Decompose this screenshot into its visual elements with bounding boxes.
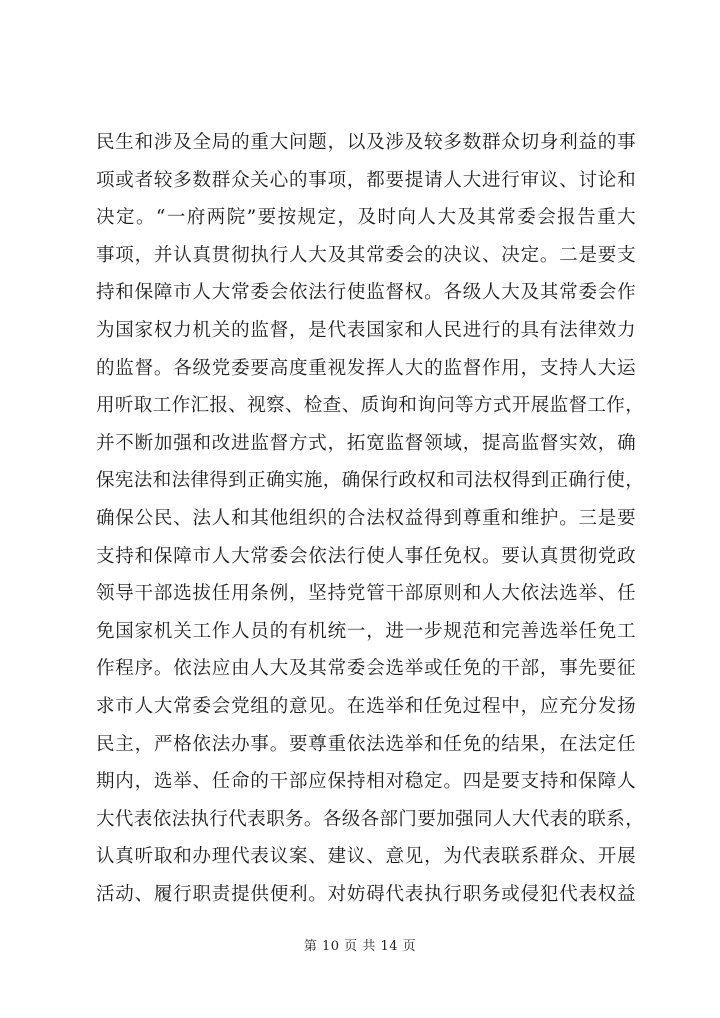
text-line: 项或者较多数群众关心的事项，都要提请人大进行审议、讨论和 (96, 169, 636, 191)
body-text (96, 124, 645, 913)
text-line: 民主，严格依法办事。要尊重依法选举和任免的结果，在法定任 (96, 733, 636, 755)
text-line: 支持和保障市人大常委会依法行使人事任免权。要认真贯彻党政 (96, 545, 636, 567)
text-line: 持和保障市人大常委会依法行使监督权。各级人大及其常委会作 (96, 282, 636, 304)
text-line: 免国家机关工作人员的有机统一，进一步规范和完善选举任免工 (96, 620, 636, 642)
text-line: 事项，并认真贯彻执行人大及其常委会的决议、决定。二是要支 (96, 244, 636, 266)
text-line: 确保公民、法人和其他组织的合法权益得到尊重和维护。三是要 (96, 507, 636, 529)
text-line: 为国家权力机关的监督，是代表国家和人民进行的具有法律效力 (96, 319, 636, 341)
text-line: 期内，选举、任命的干部应保持相对稳定。四是要支持和保障人 (96, 771, 636, 793)
text-line: 用听取工作汇报、视察、检查、质询和询问等方式开展监督工作， (96, 395, 645, 417)
text-line: 决定。“一府两院”要按规定，及时向人大及其常委会报告重大 (96, 207, 636, 229)
text-line: 作程序。依法应由人大及其常委会选举或任免的干部，事先要征 (96, 658, 636, 680)
text-line: 的监督。各级党委要高度重视发挥人大的监督作用，支持人大运 (96, 357, 636, 379)
text-line: 民生和涉及全局的重大问题，以及涉及较多数群众切身利益的事 (96, 132, 636, 153)
text-line: 大代表依法执行代表职务。各级各部门要加强同人大代表的联系， (96, 808, 645, 830)
text-line: 领导干部选拔任用条例，坚持党管干部原则和人大依法选举、任 (96, 583, 636, 605)
text-line: 活动、履行职责提供便利。对妨碍代表执行职务或侵犯代表权益 (96, 883, 636, 905)
text-line: 并不断加强和改进监督方式，拓宽监督领域，提高监督实效，确 (96, 432, 636, 454)
page-number-footer: 第 10 页 共 14 页 (303, 939, 417, 954)
text-line: 认真听取和办理代表议案、建议、意见，为代表联系群众、开展 (96, 846, 636, 868)
text-line: 保宪法和法律得到正确实施，确保行政权和司法权得到正确行使， (96, 470, 645, 492)
text-line: 求市人大常委会党组的意见。在选举和任免过程中，应充分发扬 (96, 695, 636, 717)
